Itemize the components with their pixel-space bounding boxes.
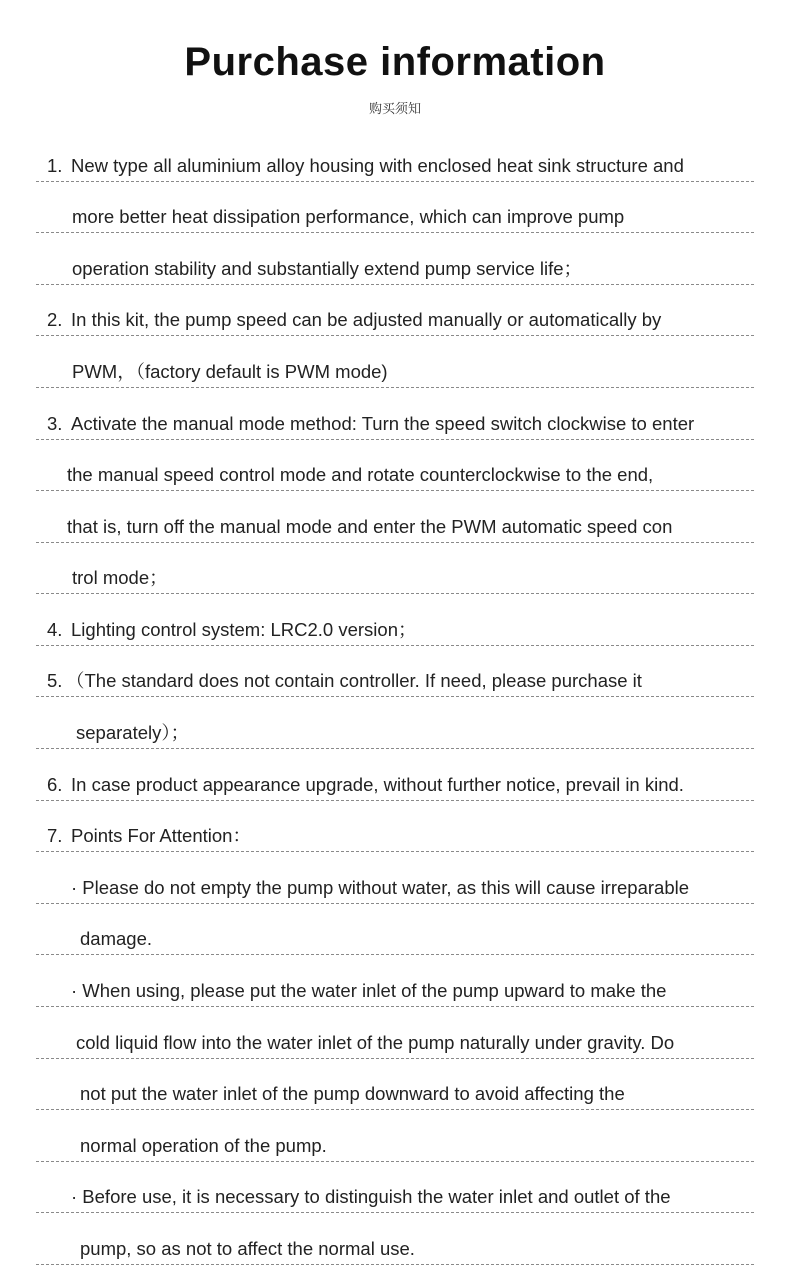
page-subtitle: 购买须知 (368, 101, 421, 116)
item-number: 4. (47, 619, 63, 640)
note-line (36, 1131, 754, 1162)
note-line (36, 1079, 754, 1110)
note-text: New type all aluminium alloy housing with enclosed heat sink structure and (71, 155, 684, 176)
note-line (36, 357, 754, 388)
note-line (36, 615, 754, 646)
note-text: separately）； (76, 722, 190, 743)
note-line (36, 1234, 754, 1265)
note-text: damage. (80, 928, 152, 949)
note-line (36, 718, 754, 749)
note-line (36, 976, 754, 1007)
item-number: 7. (47, 825, 63, 846)
note-line (36, 1182, 754, 1213)
note-line (36, 151, 754, 182)
note-text: In case product appearance upgrade, without further notice, prevail in kind. (71, 774, 684, 795)
item-number: 5. (47, 670, 63, 691)
note-text: PWM，（factory default is PWM mode) (72, 361, 388, 382)
note-line (36, 254, 754, 285)
note-text: pump, so as not to affect the normal use. (80, 1238, 415, 1259)
note-line (36, 770, 754, 801)
note-line (36, 305, 754, 336)
note-line (36, 1028, 754, 1059)
note-text: normal operation of the pump. (80, 1135, 327, 1156)
note-text: Activate the manual mode method: Turn the speed switch clockwise to enter (71, 413, 695, 434)
note-text: （The standard does not contain controller. If need, please purchase it (66, 670, 642, 691)
note-text: cold liquid flow into the water inlet of the pump naturally under gravity. Do (76, 1032, 675, 1053)
note-text: trol mode； (72, 567, 168, 588)
note-text: more better heat dissipation performance, which can improve pump (72, 206, 625, 227)
note-text: Lighting control system: LRC2.0 version； (71, 619, 417, 640)
note-text: · Please do not empty the pump without water, as this will cause irreparable (71, 877, 690, 898)
note-text: not put the water inlet of the pump downward to avoid affecting the (80, 1083, 625, 1104)
note-text: · Before use, it is necessary to distinguish the water inlet and outlet of the (71, 1186, 671, 1207)
note-line (36, 409, 754, 440)
note-line (36, 202, 754, 233)
note-text: Points For Attention： (71, 825, 251, 846)
note-text: · When using, please put the water inlet of the pump upward to make the (71, 980, 667, 1001)
item-number: 1. (47, 155, 63, 176)
item-number: 3. (47, 413, 63, 434)
note-text: operation stability and substantially extend pump service life； (72, 258, 583, 279)
note-line (36, 666, 754, 697)
note-text: the manual speed control mode and rotate counterclockwise to the end, (67, 464, 654, 485)
note-text: In this kit, the pump speed can be adjusted manually or automatically by (71, 309, 662, 330)
page-title: Purchase information (184, 40, 606, 84)
note-text: that is, turn off the manual mode and enter the PWM automatic speed con (67, 516, 673, 537)
note-line (36, 873, 754, 904)
note-line (36, 563, 754, 594)
item-number: 6. (47, 774, 63, 795)
note-line (36, 924, 754, 955)
note-line (36, 821, 754, 852)
item-number: 2. (47, 309, 63, 330)
note-line (36, 512, 754, 543)
note-line (36, 460, 754, 491)
